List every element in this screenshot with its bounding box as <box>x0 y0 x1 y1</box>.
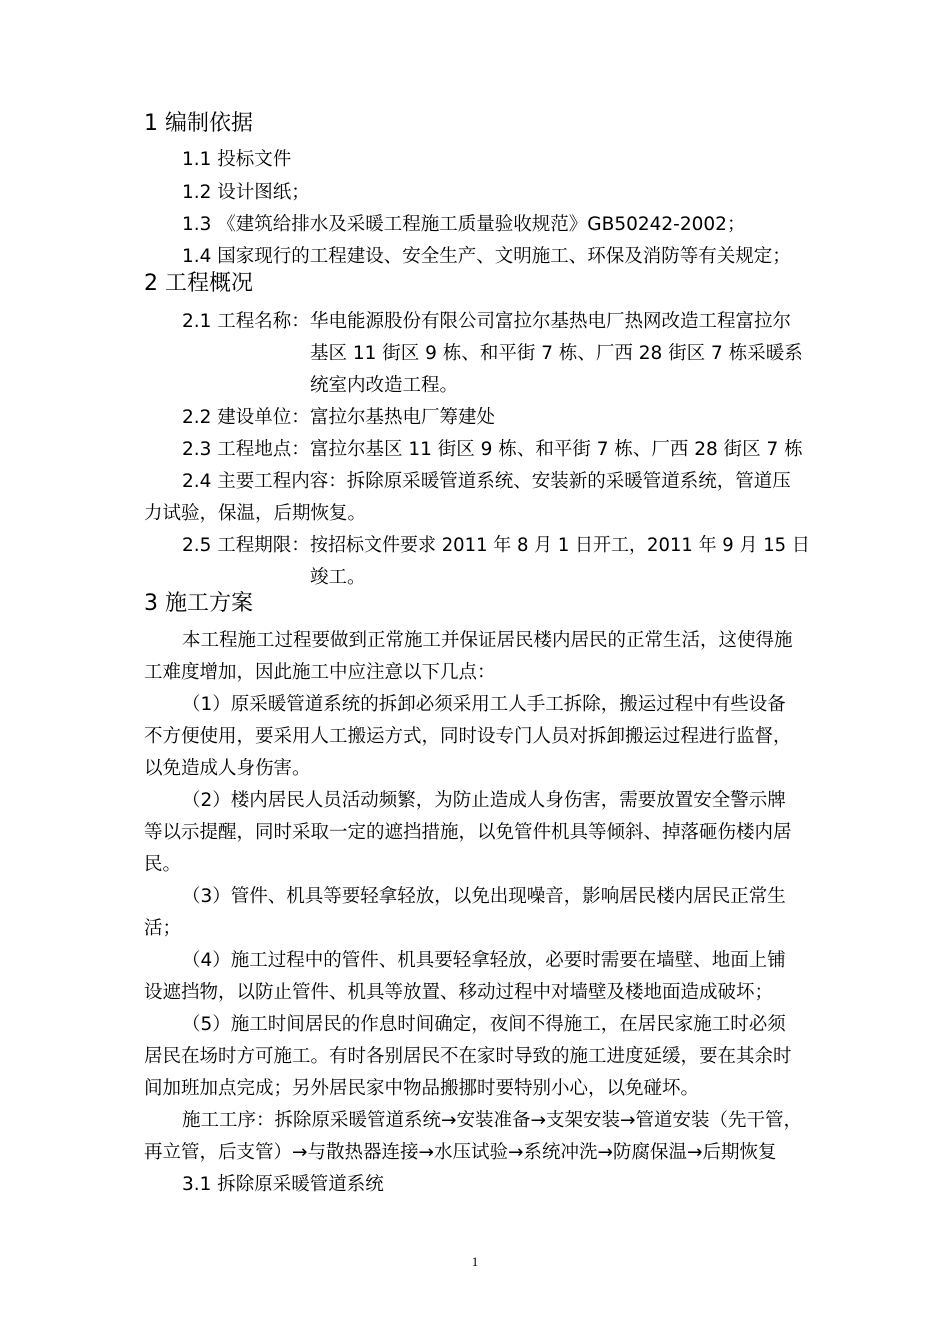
point-3-line: （3）管件、机具等要轻拿轻放，以免出现噪音，影响居民楼内居民正常生 <box>182 886 786 907</box>
project-period-line: 竣工。 <box>310 567 366 588</box>
project-period-label: 2.5 工程期限： <box>182 535 310 556</box>
point-4-line: （4）施工过程中的管件、机具要轻拿轻放，必要时需要在墙壁、地面上铺 <box>182 950 786 971</box>
item-1-3: 1.3 《建筑给排水及采暖工程施工质量验收规范》GB50242-2002； <box>182 214 746 235</box>
heading-1: 1 编制依据 <box>144 111 253 136</box>
construction-unit-label: 2.2 建设单位： <box>182 407 310 428</box>
item-1-2: 1.2 设计图纸； <box>182 182 310 203</box>
point-5-line: 居民在场时方可施工。有时各别居民不在家时导致的施工进度延缓，要在其余时 <box>144 1046 792 1067</box>
project-name-line: 基区 11 街区 9 栋、和平街 7 栋、厂西 28 街区 7 栋采暖系 <box>310 343 803 364</box>
heading-3: 3 施工方案 <box>144 591 253 616</box>
point-1-line: 不方便使用，要采用人工搬运方式，同时设专门人员对拆卸搬运过程进行监督， <box>144 726 792 747</box>
point-5-line: 间加班加点完成；另外居民家中物品搬挪时要特别小心，以免碰坏。 <box>144 1078 700 1099</box>
point-2-line: 民。 <box>144 854 182 875</box>
project-name-label: 2.1 工程名称： <box>182 311 310 332</box>
point-2-line: 等以示提醒，同时采取一定的遮挡措施，以免管件机具等倾斜、掉落砸伤楼内居 <box>144 822 792 843</box>
project-name-line: 华电能源股份有限公司富拉尔基热电厂热网改造工程富拉尔 <box>310 311 792 332</box>
project-site-value: 富拉尔基区 11 街区 9 栋、和平街 7 栋、厂西 28 街区 7 栋 <box>310 439 803 460</box>
construction-unit-value: 富拉尔基热电厂筹建处 <box>310 407 496 428</box>
project-period-line: 按招标文件要求 2011 年 8 月 1 日开工，2011 年 9 月 15 日 <box>310 535 810 556</box>
point-2-line: （2）楼内居民人员活动频繁，为防止造成人身伤害，需要放置安全警示牌 <box>182 790 786 811</box>
point-3-line: 活； <box>144 918 182 939</box>
main-content-line: 力试验，保温，后期恢复。 <box>144 503 367 524</box>
intro-line: 工难度增加，因此施工中应注意以下几点： <box>144 662 496 683</box>
point-1-line: 以免造成人身伤害。 <box>144 758 311 779</box>
point-4-line: 设遮挡物，以防止管件、机具等放置、移动过程中对墙壁及楼地面造成破坏； <box>144 982 774 1003</box>
subsection-3-1: 3.1 拆除原采暖管道系统 <box>182 1174 384 1195</box>
sequence-line: 施工工序：拆除原采暖管道系统→安装准备→支架安装→管道安装（先干管， <box>182 1110 803 1131</box>
main-content-line: 2.4 主要工程内容：拆除原采暖管道系统、安装新的采暖管道系统，管道压 <box>182 471 791 492</box>
project-name-line: 统室内改造工程。 <box>310 375 459 396</box>
heading-2: 2 工程概况 <box>144 271 253 296</box>
page-number: 1 <box>471 1254 479 1269</box>
item-1-1: 1.1 投标文件 <box>182 149 292 170</box>
intro-line: 本工程施工过程要做到正常施工并保证居民楼内居民的正常生活，这使得施 <box>182 630 793 651</box>
project-site-label: 2.3 工程地点： <box>182 439 310 460</box>
point-5-line: （5）施工时间居民的作息时间确定，夜间不得施工，在居民家施工时必须 <box>182 1014 786 1035</box>
item-1-4: 1.4 国家现行的工程建设、安全生产、文明施工、环保及消防等有关规定； <box>182 246 791 267</box>
sequence-line: 再立管，后支管）→与散热器连接→水压试验→系统冲洗→防腐保温→后期恢复 <box>144 1142 777 1163</box>
point-1-line: （1）原采暖管道系统的拆卸必须采用工人手工拆除，搬运过程中有些设备 <box>182 694 786 715</box>
